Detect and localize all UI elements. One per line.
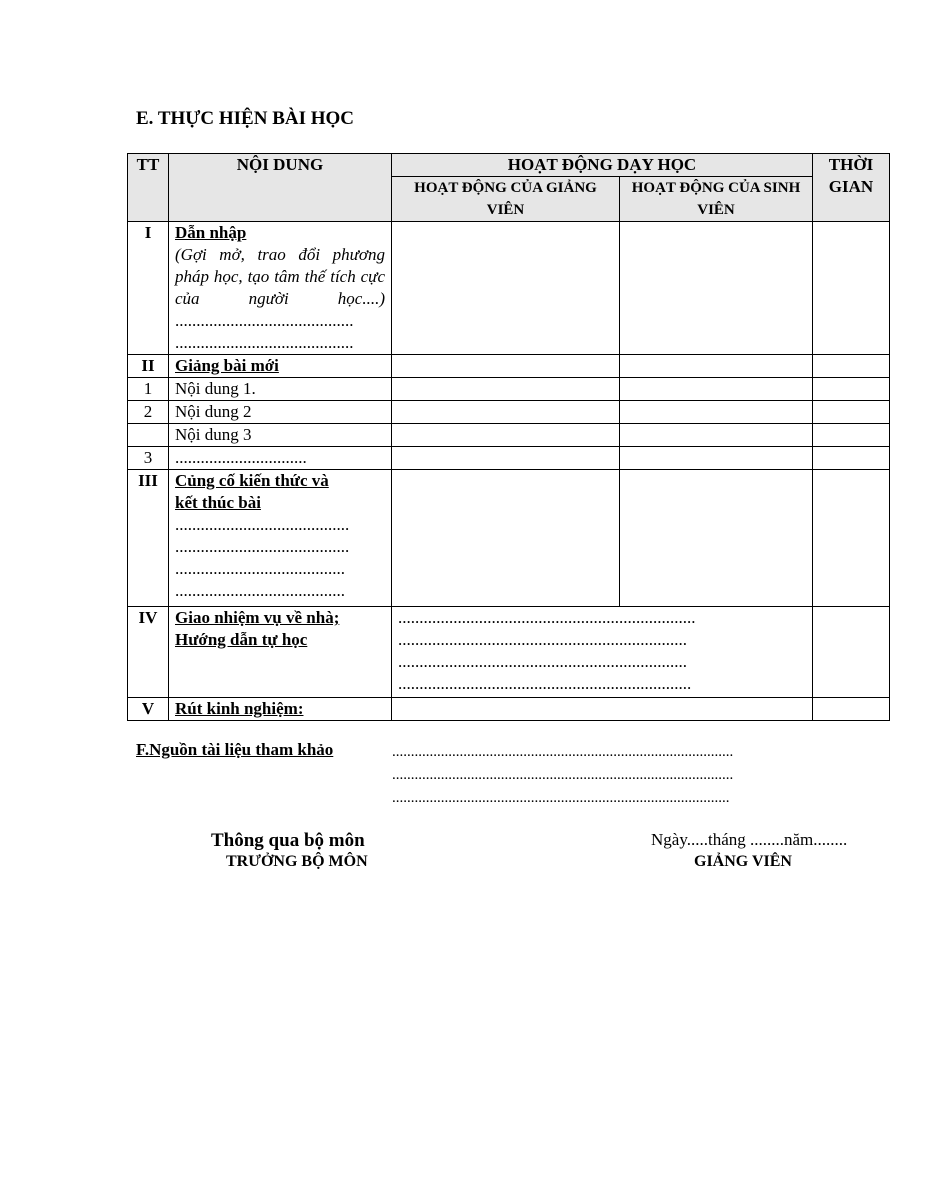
row-content: Nội dung 1. [169, 378, 392, 401]
time-cell [813, 355, 890, 378]
time-cell [813, 470, 890, 607]
head-of-department-label: TRƯỞNG BỘ MÔN [226, 853, 368, 870]
table-row [128, 378, 890, 401]
dotted-line: ..................................................................... [398, 674, 692, 693]
row-number: V [128, 698, 169, 721]
student-cell [620, 470, 813, 607]
row-title: Giao nhiệm vụ về nhà; [175, 608, 340, 627]
table-row [128, 355, 890, 378]
dotted-line: ......................................... [175, 537, 350, 556]
student-cell [620, 447, 813, 470]
lecturer-cell [392, 222, 620, 355]
dotted-line: ........................................................................................... [392, 744, 734, 760]
table-row [128, 698, 890, 721]
student-cell [620, 401, 813, 424]
row-content: Nội dung 2 [169, 401, 392, 424]
row-number: 1 [128, 378, 169, 401]
time-cell [813, 222, 890, 355]
department-approval-title: Thông qua bộ môn [211, 830, 365, 851]
row-number: III [128, 470, 169, 607]
lecturer-cell [392, 378, 620, 401]
date-line: Ngày.....tháng ........năm........ [651, 830, 848, 849]
row-title: Rút kinh nghiệm: [169, 698, 392, 721]
dotted-line: ........................................ [175, 581, 345, 600]
section-e-title: E. THỰC HIỆN BÀI HỌC [136, 108, 355, 129]
dotted-line: .................................................................... [398, 652, 687, 671]
dotted-line: .................................................................... [398, 630, 687, 649]
row-title: kết thúc bài [175, 493, 261, 512]
row-number: 3 [128, 447, 169, 470]
row-title: Dẫn nhập [175, 223, 247, 242]
row-number: I [128, 222, 169, 355]
time-cell [813, 424, 890, 447]
lecturer-cell [392, 424, 620, 447]
row-title: Củng cố kiến thức và [175, 471, 329, 490]
lesson-plan-table [127, 153, 890, 721]
row-number: IV [128, 607, 169, 698]
row-note: (Gợi mở, trao đổi phương pháp học, tạo tâm thế tích cực của người học....) [175, 245, 385, 308]
row-number: II [128, 355, 169, 378]
table-row [128, 470, 890, 607]
table-row [128, 607, 890, 698]
table-row [128, 401, 890, 424]
dotted-line: ......................................... [175, 515, 350, 534]
time-cell [813, 607, 890, 698]
table-row [128, 424, 890, 447]
references-lines [392, 741, 733, 810]
row-number [128, 424, 169, 447]
content-cell [169, 607, 392, 698]
dotted-line: .......................................... [175, 333, 354, 352]
dotted-line: .......................................... [175, 311, 354, 330]
references-label: F.Nguồn tài liệu tham khảo [136, 740, 334, 759]
lecturer-cell [392, 447, 620, 470]
student-cell [620, 355, 813, 378]
dotted-line: ........................................................................................... [392, 767, 734, 783]
row-number: 2 [128, 401, 169, 424]
row-content: Nội dung 3 [169, 424, 392, 447]
header-time: THỜI GIAN [813, 154, 890, 222]
row-title: Hướng dẫn tự học [175, 630, 308, 649]
header-content: NỘI DUNG [169, 154, 392, 222]
lecturer-cell [392, 355, 620, 378]
dotted-line: ...................................................................... [398, 608, 696, 627]
time-cell [813, 447, 890, 470]
content-cell [169, 470, 392, 607]
header-lecturer-activity: HOẠT ĐỘNG CỦA GIẢNG VIÊN [392, 177, 620, 222]
activities-cell [392, 698, 813, 721]
row-content: ............................... [169, 447, 392, 470]
header-teaching-activities: HOẠT ĐỘNG DẠY HỌC [392, 154, 813, 177]
time-cell [813, 378, 890, 401]
student-cell [620, 424, 813, 447]
lecturer-cell [392, 401, 620, 424]
table-row [128, 447, 890, 470]
table-row [128, 222, 890, 355]
lecturer-cell [392, 470, 620, 607]
row-title: Giảng bài mới [169, 355, 392, 378]
header-student-activity: HOẠT ĐỘNG CỦA SINH VIÊN [620, 177, 813, 222]
lecturer-label: GIẢNG VIÊN [694, 853, 792, 870]
activities-cell [392, 607, 813, 698]
dotted-line: .......................................................................................... [392, 790, 730, 806]
student-cell [620, 378, 813, 401]
dotted-line: ........................................ [175, 559, 345, 578]
header-tt: TT [128, 154, 169, 222]
time-cell [813, 401, 890, 424]
student-cell [620, 222, 813, 355]
time-cell [813, 698, 890, 721]
content-cell [169, 222, 392, 355]
